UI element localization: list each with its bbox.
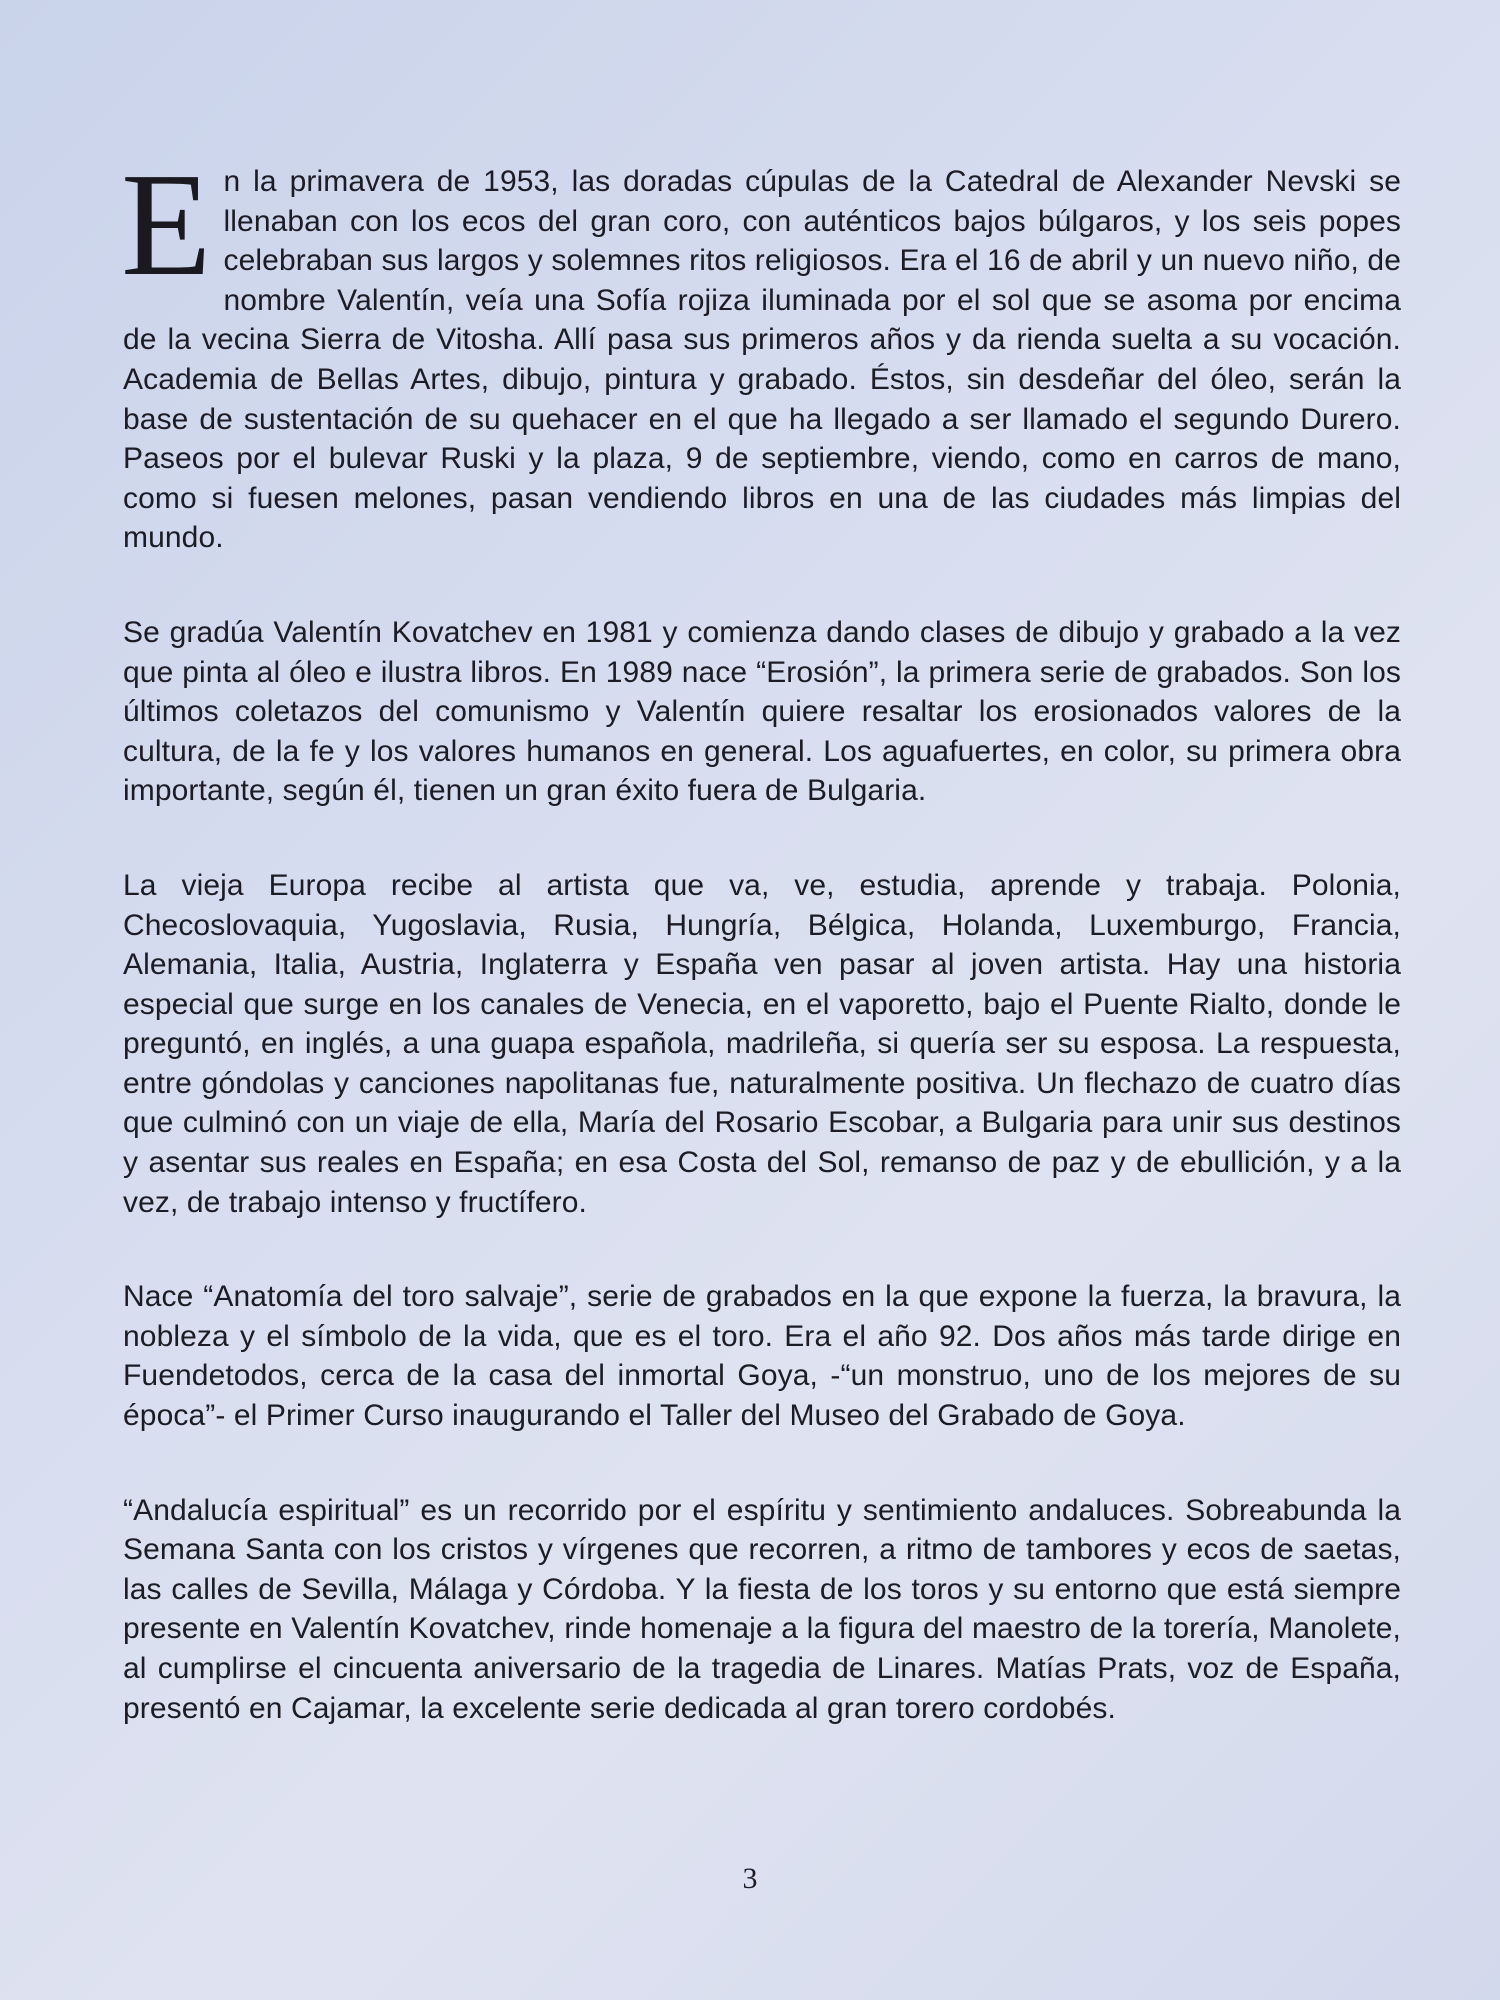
paragraph-1	[121, 143, 1401, 558]
page-number: 3	[742, 1862, 758, 1895]
paragraph-2: Se gradúa Valentín Kovatchev en 1981 y comienza dando clases de dibujo y grabado a la vez que pinta al óleo e ilustra libros. En 1989 nace “Erosión”, la primera serie de grabados. Son los últimos coletazos del comunismo y Valentín quiere resaltar los erosionados valores de la cultura, de la fe y los valores humanos en general. Los aguafuertes, en color, su primera obra importante, según él, tienen un gran éxito fuera de Bulgaria.	[123, 615, 1401, 808]
paragraph-5: “Andalucía espiritual” es un recorrido por el espíritu y sentimiento andaluces. Sobreabunda la Semana Santa con los cristos y vírgenes que recorren, a ritmo de tambores y ecos de saetas, las calles de Sevilla, Málaga y Córdoba. Y la fiesta de los toros y su entorno que está siempre presente en Valentín Kovatchev, rinde homenaje a la figura del maestro de la torería, Manolete, al cumplirse el cincuenta aniversario de la tragedia de Linares. Matías Prats, voz de España, presentó en Cajamar, la excelente serie dedicada al gran torero cordobés.	[123, 1493, 1401, 1725]
drop-cap: E	[121, 143, 212, 307]
page-body	[121, 143, 1401, 1728]
paragraph-3: La vieja Europa recibe al artista que va, ve, estudia, aprende y trabaja. Polonia, Checoslovaquia, Yugoslavia, Rusia, Hungría, Bélgica, Holanda, Luxemburgo, Francia, Alemania, Italia, Austria, Inglaterra y España ven pasar al joven artista. Hay una historia especial que surge en los canales de Venecia, en el vaporetto, bajo el Puente Rialto, donde le preguntó, en inglés, a una guapa española, madrileña, si quería ser su esposa. La respuesta, entre góndolas y canciones napolitanas fue, naturalmente positiva. Un flechazo de cuatro días que culminó con un viaje de ella, María del Rosario Escobar, a Bulgaria para unir sus destinos y asentar sus reales en España; en esa Costa del Sol, remanso de paz y de ebullición, y a la vez, de trabajo intenso y fructífero.	[123, 868, 1401, 1219]
paragraph-1-text: n la primavera de 1953, las doradas cúpulas de la Catedral de Alexander Nevski se llenaban con los ecos del gran coro, con auténticos bajos búlgaros, y los seis popes celebraban sus largos y solemnes ritos religiosos. Era el 16 de abril y un nuevo niño, de nombre Valentín, veía una Sofía rojiza iluminada por el sol que se asoma por encima de la vecina Sierra de Vitosha. Allí pasa sus primeros años y da rienda suelta a su vocación. Academia de Bellas Artes, dibujo, pintura y grabado. Éstos, sin desdeñar del óleo, serán la base de sustentación de su quehacer en el que ha llegado a ser llamado el segundo Durero. Paseos por el bulevar Ruski y la plaza, 9 de septiembre, viendo, como en carros de mano, como si fuesen melones, pasan vendiendo libros en una de las ciudades más limpias del mundo.	[123, 165, 1401, 555]
paragraph-4: Nace “Anatomía del toro salvaje”, serie de grabados en la que expone la fuerza, la bravura, la nobleza y el símbolo de la vida, que es el toro. Era el año 92. Dos años más tarde dirige en Fuendetodos, cerca de la casa del inmortal Goya, -“un monstruo, uno de los mejores de su época”- el Primer Curso inaugurando el Taller del Museo del Grabado de Goya.	[123, 1280, 1401, 1433]
